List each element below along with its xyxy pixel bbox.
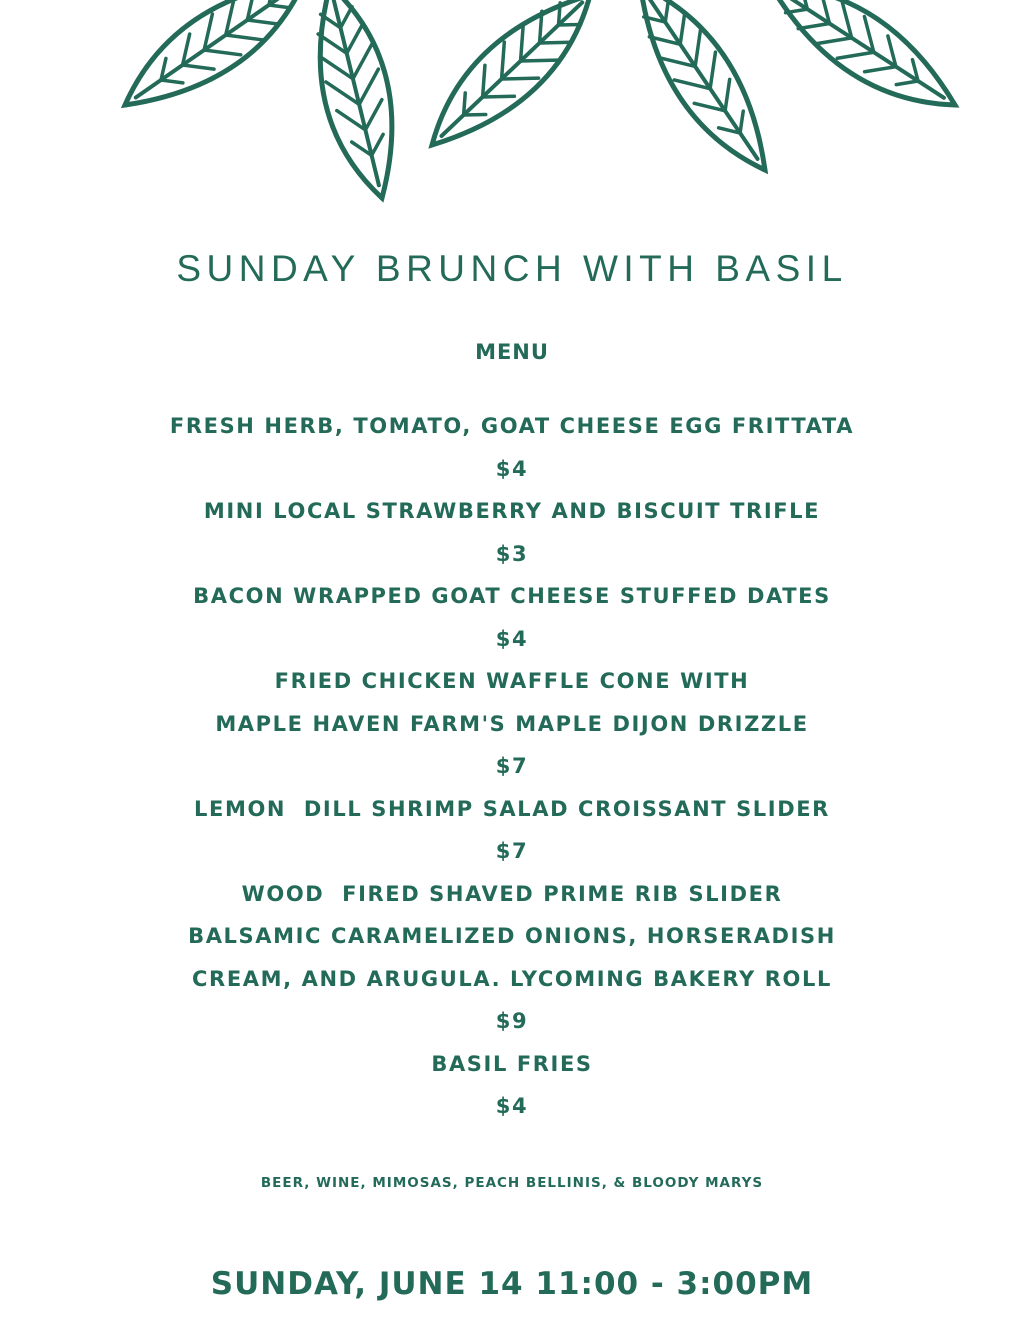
item-description: CREAM, AND ARUGULA. LYCOMING BAKERY ROLL <box>192 966 832 991</box>
item-name: WOOD FIRED SHAVED PRIME RIB SLIDER <box>241 881 783 906</box>
menu-items <box>0 405 1024 1128</box>
item-price: $3 <box>495 541 529 566</box>
menu-item <box>0 1043 1024 1128</box>
item-name: FRESH HERB, TOMATO, GOAT CHEESE EGG FRITTATA <box>169 414 855 438</box>
item-name: BASIL FRIES <box>431 1051 593 1076</box>
drinks-list: BEER, WINE, MIMOSAS, PEACH BELLINIS, & BLOODY MARYS <box>260 1175 764 1191</box>
menu-item <box>0 660 1024 788</box>
item-name: MINI LOCAL STRAWBERRY AND BISCUIT TRIFLE <box>203 499 821 523</box>
leaf-icon <box>299 0 414 206</box>
item-price: $4 <box>495 626 529 651</box>
menu-item <box>0 575 1024 660</box>
leaf-icon <box>754 0 971 130</box>
menu-item <box>0 788 1024 873</box>
menu-item <box>0 405 1024 490</box>
leaf-decoration <box>0 0 1024 210</box>
item-name: FRIED CHICKEN WAFFLE CONE WITH <box>274 669 750 693</box>
menu-heading: MENU <box>475 340 549 364</box>
item-description: MAPLE HAVEN FARM'S MAPLE DIJON DRIZZLE <box>215 711 809 736</box>
leaf-icon <box>411 0 610 167</box>
item-price: $7 <box>495 754 529 778</box>
item-price: $4 <box>495 456 529 481</box>
item-price: $7 <box>495 839 529 863</box>
page-title: SUNDAY BRUNCH WITH BASIL <box>176 248 848 289</box>
item-description: BALSAMIC CARAMELIZED ONIONS, HORSERADISH <box>188 924 836 948</box>
item-name: LEMON DILL SHRIMP SALAD CROISSANT SLIDER <box>194 796 830 821</box>
menu-item <box>0 873 1024 1043</box>
item-price: $4 <box>495 1094 529 1118</box>
menu-item <box>0 490 1024 575</box>
event-date-time: SUNDAY, JUNE 14 11:00 - 3:00PM <box>210 1266 814 1302</box>
leaf-icon <box>616 0 790 187</box>
leaf-icon <box>108 0 322 130</box>
item-price: $9 <box>495 1009 529 1033</box>
item-name: BACON WRAPPED GOAT CHEESE STUFFED DATES <box>193 584 831 608</box>
